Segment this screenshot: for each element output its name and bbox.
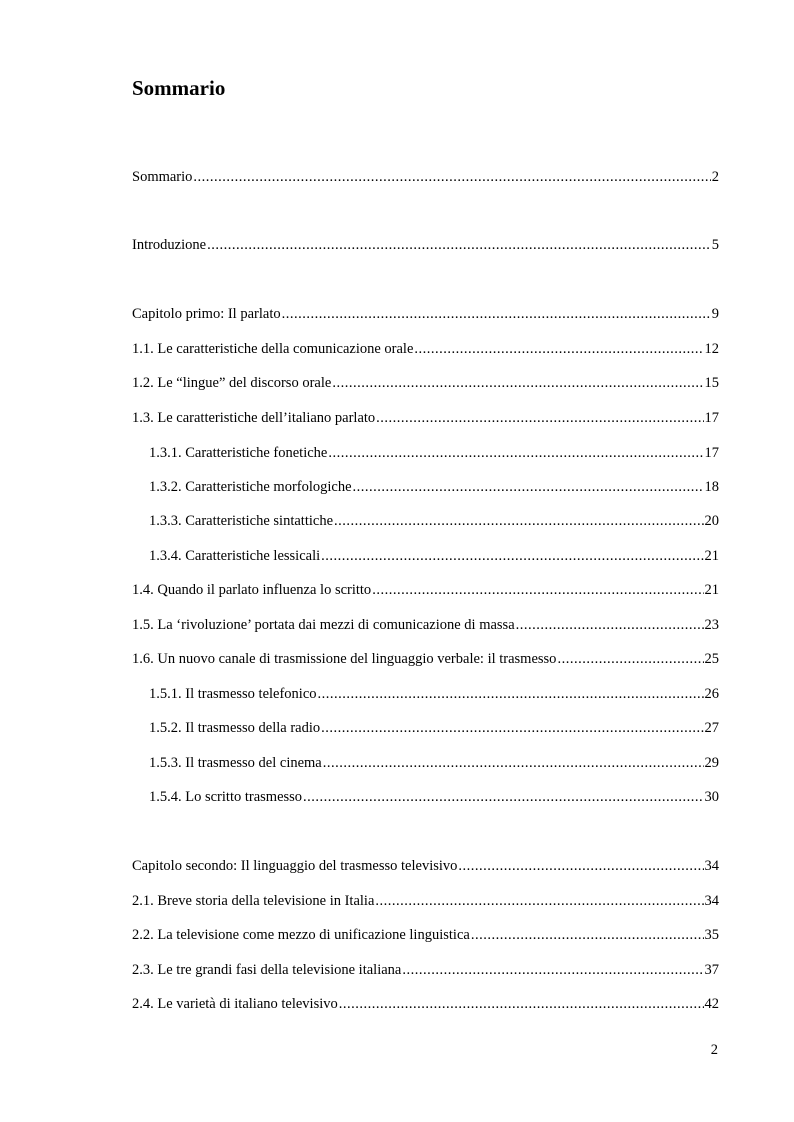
toc-entry-page: 12	[704, 341, 719, 357]
toc-leader-dots	[321, 546, 703, 566]
toc-leader-dots	[471, 925, 704, 945]
page-title: Sommario	[132, 76, 226, 100]
toc-entry-page: 9	[711, 306, 719, 322]
toc-entry-page: 21	[704, 548, 719, 564]
toc-entry-label: Capitolo primo: Il parlato	[132, 306, 281, 322]
toc-entry-1-5-4[interactable]	[149, 787, 719, 807]
toc-entry-1-3-4[interactable]	[149, 546, 719, 566]
toc-leader-dots	[321, 718, 703, 738]
toc-entry-page: 34	[704, 893, 719, 909]
toc-leader-dots	[339, 994, 704, 1014]
toc-leader-dots	[323, 753, 704, 773]
toc-entry-label: 1.5. La ‘rivoluzione’ portata dai mezzi di comunicazione di massa	[132, 617, 515, 633]
toc-entry-2-4[interactable]	[132, 994, 719, 1014]
toc-entry-page: 34	[704, 858, 719, 874]
toc-entry-page: 26	[704, 686, 719, 702]
toc-entry-label: Capitolo secondo: Il linguaggio del trasmesso televisivo	[132, 858, 458, 874]
toc-entry-page: 30	[704, 789, 719, 805]
toc-entry-label: 2.1. Breve storia della televisione in Italia	[132, 893, 375, 909]
toc-entry-2-2[interactable]	[132, 925, 719, 945]
toc-entry-page: 17	[704, 410, 719, 426]
toc-entry-label: 1.6. Un nuovo canale di trasmissione del linguaggio verbale: il trasmesso	[132, 651, 557, 667]
toc-leader-dots	[332, 373, 703, 393]
toc-entry-label: 2.4. Le varietà di italiano televisivo	[132, 996, 338, 1012]
toc-entry-page: 35	[704, 927, 719, 943]
toc-entry-page: 23	[704, 617, 719, 633]
toc-entry-label: 1.3.3. Caratteristiche sintattiche	[149, 513, 334, 529]
toc-entry-1-3-3[interactable]	[149, 511, 719, 531]
toc-leader-dots	[353, 477, 704, 497]
toc-entry-page: 18	[704, 479, 719, 495]
page-number: 2	[710, 1042, 718, 1058]
toc-entry-page: 15	[704, 375, 719, 391]
toc-entry-page: 29	[704, 755, 719, 771]
toc-entry-1-5-1[interactable]	[149, 684, 719, 704]
toc-entry-1-5[interactable]	[132, 615, 719, 635]
toc-entry-label: 1.3.1. Caratteristiche fonetiche	[149, 445, 328, 461]
toc-entry-label: 1.2. Le “lingue” del discorso orale	[132, 375, 332, 391]
toc-leader-dots	[516, 615, 704, 635]
toc-entry-label: 2.3. Le tre grandi fasi della televisione italiana	[132, 962, 402, 978]
toc-entry-label: 1.5.4. Lo scritto trasmesso	[149, 789, 303, 805]
toc-entry-1-5-3[interactable]	[149, 753, 719, 773]
toc-leader-dots	[414, 339, 703, 359]
toc-leader-dots	[328, 443, 703, 463]
toc-leader-dots	[557, 649, 703, 669]
toc-entry-label: Introduzione	[132, 237, 207, 253]
toc-entry-label: 1.4. Quando il parlato influenza lo scritto	[132, 582, 372, 598]
toc-entry-page: 20	[704, 513, 719, 529]
toc-leader-dots	[375, 891, 703, 911]
toc-leader-dots	[318, 684, 704, 704]
toc-entry-page: 37	[704, 962, 719, 978]
toc-leader-dots	[207, 235, 711, 255]
toc-entry-label: 1.3.2. Caratteristiche morfologiche	[149, 479, 352, 495]
toc-entry-label: 1.1. Le caratteristiche della comunicazione orale	[132, 341, 414, 357]
toc-entry-label: 1.5.1. Il trasmesso telefonico	[149, 686, 317, 702]
toc-leader-dots	[334, 511, 703, 531]
toc-entry-label: Sommario	[132, 169, 193, 185]
toc-entry-page: 5	[711, 237, 719, 253]
toc-entry-1-4[interactable]	[132, 580, 719, 600]
toc-entry-label: 2.2. La televisione come mezzo di unificazione linguistica	[132, 927, 470, 943]
toc-entry-page: 42	[704, 996, 719, 1012]
toc-entry-1-5-2[interactable]	[149, 718, 719, 738]
toc-entry-1-3-2[interactable]	[149, 477, 719, 497]
toc-entry-1-6[interactable]	[132, 649, 719, 669]
toc-entry-page: 25	[704, 651, 719, 667]
toc-leader-dots	[303, 787, 703, 807]
toc-entry-label: 1.5.3. Il trasmesso del cinema	[149, 755, 322, 771]
toc-entry-page: 21	[704, 582, 719, 598]
toc-leader-dots	[282, 304, 711, 324]
toc-entry-page: 2	[711, 169, 719, 185]
toc-leader-dots	[402, 960, 703, 980]
toc-leader-dots	[376, 408, 703, 428]
toc-entry-introduzione[interactable]	[132, 235, 719, 255]
toc-entry-label: 1.3.4. Caratteristiche lessicali	[149, 548, 321, 564]
toc-leader-dots	[458, 856, 703, 876]
toc-entry-page: 17	[704, 445, 719, 461]
toc-entry-sommario[interactable]	[132, 167, 719, 187]
toc-entry-2-1[interactable]	[132, 891, 719, 911]
toc-entry-chapter-1[interactable]	[132, 304, 719, 324]
toc-leader-dots	[372, 580, 703, 600]
toc-entry-label: 1.5.2. Il trasmesso della radio	[149, 720, 321, 736]
toc-entry-1-2[interactable]	[132, 373, 719, 393]
toc-leader-dots	[193, 167, 710, 187]
toc-entry-1-3[interactable]	[132, 408, 719, 428]
toc-entry-1-3-1[interactable]	[149, 443, 719, 463]
toc-entry-1-1[interactable]	[132, 339, 719, 359]
toc-entry-label: 1.3. Le caratteristiche dell’italiano parlato	[132, 410, 376, 426]
toc-entry-page: 27	[704, 720, 719, 736]
toc-entry-2-3[interactable]	[132, 960, 719, 980]
toc-entry-chapter-2[interactable]	[132, 856, 719, 876]
